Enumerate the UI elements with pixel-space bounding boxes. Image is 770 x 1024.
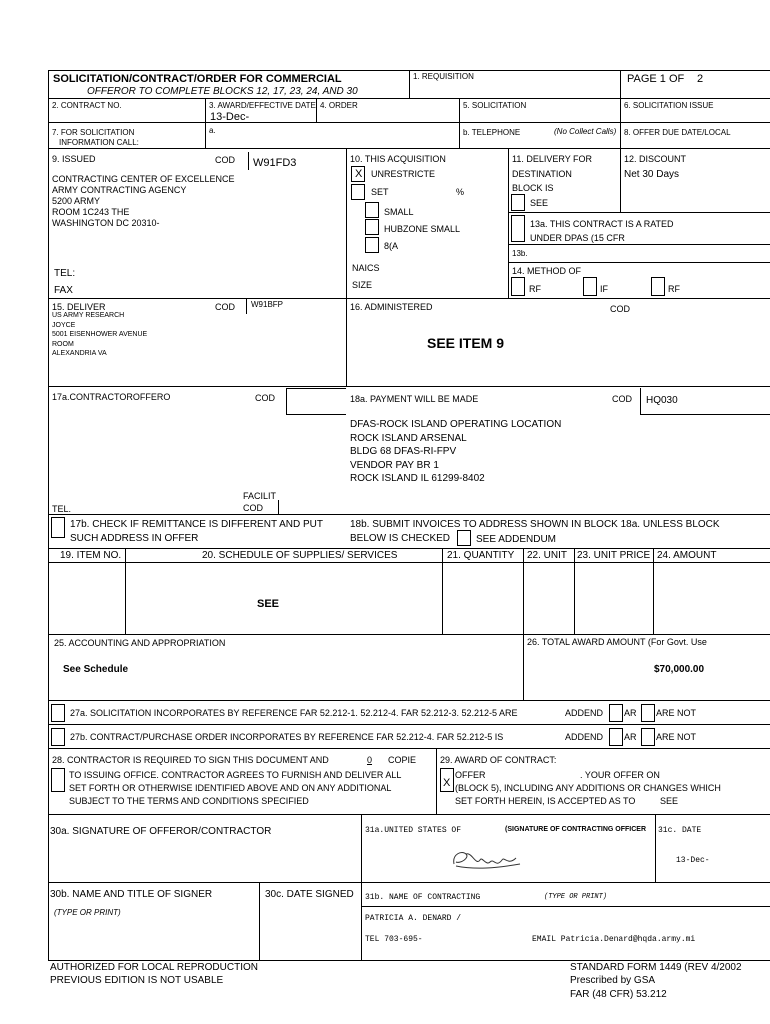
set-aside-checkbox[interactable]: [351, 184, 365, 200]
rated-order-line2: UNDER DPAS (15 CFR: [530, 233, 625, 243]
far-27a-are-checkbox[interactable]: [609, 704, 623, 722]
size-label: SIZE: [352, 280, 373, 290]
requisition-label: 1. REQUISITION: [413, 72, 474, 81]
deliver-address: US ARMY RESEARCH JOYCE 5001 EISENHOWER AVENUE ROOM ALEXANDRIA VA: [52, 312, 148, 357]
award-label: 29. AWARD OF CONTRACT:: [440, 755, 557, 765]
award-date-value: 13-Dec-: [210, 111, 250, 123]
schedule-see: SEE: [257, 598, 280, 610]
date-signed-label: 30c. DATE SIGNED: [265, 889, 354, 900]
far-27b-label: 27b. CONTRACT/PURCHASE ORDER INCORPORATES BY REFERENCE FAR 52.212-4. FAR 52.212-5 IS: [70, 732, 504, 742]
rated-order-checkbox[interactable]: [511, 215, 525, 242]
signer-type-print: (TYPE OR PRINT): [54, 908, 121, 917]
officer-type-print: (TYPE OR PRINT): [544, 893, 608, 901]
rated-order-line1: 13a. THIS CONTRACT IS A RATED: [530, 219, 674, 229]
unrestricted-check-mark: X: [355, 168, 363, 180]
issued-cod-value: W91FD3: [253, 157, 297, 169]
telephone-label: b. TELEPHONE: [463, 128, 521, 137]
issued-label: 9. ISSUED: [52, 154, 96, 164]
far-27a-label: 27a. SOLICITATION INCORPORATES BY REFERENCE FAR 52.212-1. 52.212-4. FAR 52.212-3. 52.212-5 ARE: [70, 708, 518, 718]
offer-due-label: 8. OFFER DUE DATE/LOCAL: [624, 128, 731, 137]
contractor-label: 17a.CONTRACTOROFFERO: [52, 392, 171, 402]
remittance-label-2: SUCH ADDRESS IN OFFER: [70, 533, 199, 544]
submit-invoices-label-2: BELOW IS CHECKED: [350, 533, 451, 544]
delivery-label: 11. DELIVERY FOR: [512, 154, 593, 164]
far-27b-are-not-label: ARE NOT: [656, 732, 697, 742]
award-your-offer: . YOUR OFFER ON: [580, 770, 660, 780]
form-subtitle: OFFEROR TO COMPLETE BLOCKS 12, 17, 23, 24, AND 30: [87, 86, 358, 97]
far-27b-are-label: AR: [624, 732, 637, 742]
see-item-9: SEE ITEM 9: [427, 335, 505, 351]
sign-required-checkbox[interactable]: [51, 768, 65, 792]
method-label: 14. METHOD OF: [512, 266, 582, 276]
block-is-label: BLOCK IS: [512, 183, 554, 193]
far-27b-are-checkbox[interactable]: [609, 728, 623, 746]
far-27a-addend: ADDEND: [565, 708, 604, 718]
unrestricted-label: UNRESTRICTE: [371, 169, 436, 179]
no-collect-label: (No Collect Calls): [554, 127, 617, 136]
payment-label: 18a. PAYMENT WILL BE MADE: [350, 394, 479, 404]
date-signed-31c-label: 31c. DATE: [658, 826, 702, 835]
col-amount: 24. AMOUNT: [657, 550, 717, 561]
naics-label: NAICS: [352, 263, 380, 273]
issued-tel-label: TEL:: [54, 268, 76, 279]
sign-line-2: TO ISSUING OFFICE. CONTRACTOR AGREES TO FURNISH AND DELIVER ALL: [69, 770, 402, 780]
method-rfp-checkbox[interactable]: [651, 277, 665, 296]
method-ifb-label: IF: [600, 284, 608, 294]
administered-cod-label: COD: [610, 304, 630, 314]
award-set-forth: SET FORTH HEREIN, IS ACCEPTED AS TO: [455, 796, 636, 806]
order-label: 4. ORDER: [320, 101, 358, 110]
info-call-label: 7. FOR SOLICITATION INFORMATION CALL:: [52, 128, 139, 147]
deliver-cod-label: COD: [215, 302, 235, 312]
award-offer-label: OFFER: [455, 770, 486, 780]
solicitation-label: 5. SOLICITATION: [463, 101, 527, 110]
deliver-cod-value: W91BFP: [251, 300, 284, 309]
col-schedule: 20. SCHEDULE OF SUPPLIES/ SERVICES: [202, 550, 398, 561]
sign-required-label: 28. CONTRACTOR IS REQUIRED TO SIGN THIS DOCUMENT AND: [52, 755, 329, 765]
percent-label: %: [456, 187, 465, 197]
officer-signature-image: [446, 846, 526, 874]
col-quantity: 21. QUANTITY: [447, 550, 515, 561]
col-unit: 22. UNIT: [527, 550, 568, 561]
hubzone-checkbox[interactable]: [365, 219, 379, 235]
footer-prescribed: Prescribed by GSA: [570, 975, 656, 986]
footer-authorized: AUTHORIZED FOR LOCAL REPRODUCTION: [50, 962, 258, 973]
facility-label: FACILIT: [243, 491, 277, 501]
us-of-america-label: 31a.UNITED STATES OF: [365, 826, 462, 835]
award-offer-checkbox[interactable]: [440, 768, 454, 792]
payment-address: DFAS-ROCK ISLAND OPERATING LOCATION ROCK ISLAND ARSENAL BLDG 68 DFAS-RI-FPV VENDOR PAY BR 1 ROCK ISLAND IL 61299-8402: [350, 419, 562, 484]
discount-label: 12. DISCOUNT: [624, 154, 687, 164]
see-addendum-label: SEE ADDENDUM: [476, 534, 557, 545]
total-award-label: 26. TOTAL AWARD AMOUNT (For Govt. Use: [527, 637, 707, 647]
small-label: SMALL: [384, 207, 414, 217]
accounting-value: See Schedule: [63, 664, 129, 675]
see-schedule-checkbox[interactable]: [511, 194, 525, 211]
footer-far: FAR (48 CFR) 53.212: [570, 989, 667, 1000]
method-ifb-checkbox[interactable]: [583, 277, 597, 296]
eight-a-checkbox[interactable]: [365, 237, 379, 253]
destination-label: DESTINATION: [512, 169, 572, 179]
see-label: SEE: [530, 198, 549, 208]
small-checkbox[interactable]: [365, 202, 379, 218]
far-27a-are-not-checkbox[interactable]: [641, 704, 655, 722]
method-rfq-checkbox[interactable]: [511, 277, 525, 296]
issued-fax-label: FAX: [54, 285, 73, 296]
col-item-no: 19. ITEM NO.: [60, 550, 122, 561]
total-award-value: $70,000.00: [654, 664, 705, 675]
see-addendum-checkbox[interactable]: [457, 530, 471, 546]
far-27b-checkbox[interactable]: [51, 728, 65, 746]
contractor-cod-label: COD: [255, 393, 275, 403]
far-27b-addend: ADDEND: [565, 732, 604, 742]
facility-cod-label: COD: [243, 503, 263, 513]
officer-name-label: 31b. NAME OF CONTRACTING: [365, 893, 481, 902]
sign-line-4: SUBJECT TO THE TERMS AND CONDITIONS SPECIFIED: [69, 796, 309, 806]
far-27a-checkbox[interactable]: [51, 704, 65, 722]
sign-line-3: SET FORTH OR OTHERWISE IDENTIFIED ABOVE AND ON ANY ADDITIONAL: [69, 783, 392, 793]
far-27a-are-not-label: ARE NOT: [656, 708, 697, 718]
copies-label: COPIE: [388, 755, 417, 765]
page-total: 2: [697, 73, 704, 85]
remittance-label-1: 17b. CHECK IF REMITTANCE IS DIFFERENT AND PUT: [70, 519, 323, 530]
far-27b-are-not-checkbox[interactable]: [641, 728, 655, 746]
award-block5: (BLOCK 5), INCLUDING ANY ADDITIONS OR CHANGES WHICH: [455, 783, 721, 793]
discount-value: Net 30 Days: [624, 169, 680, 180]
far-27a-are-label: AR: [624, 708, 637, 718]
award-date-label: 3. AWARD/EFFECTIVE DATE: [209, 101, 316, 110]
footer-form-number: STANDARD FORM 1449 (REV 4/2002: [570, 962, 742, 973]
remittance-checkbox[interactable]: [51, 517, 65, 538]
officer-tel: TEL 703-695-: [365, 935, 423, 944]
method-rfq-label: RF: [529, 284, 541, 294]
col-unit-price: 23. UNIT PRICE: [577, 550, 651, 561]
deliver-to-label: 15. DELIVER: [52, 302, 106, 312]
contracting-officer-sig-label: (SIGNATURE OF CONTRACTING OFFICER: [505, 826, 647, 833]
submit-invoices-label-1: 18b. SUBMIT INVOICES TO ADDRESS SHOWN IN BLOCK 18a. UNLESS BLOCK: [350, 519, 720, 530]
rating-label: 13b.: [512, 249, 528, 258]
signer-name-label: 30b. NAME AND TITLE OF SIGNER: [50, 889, 213, 900]
page-label: PAGE 1 OF: [627, 73, 685, 85]
copies-count: 0: [367, 755, 373, 765]
info-call-a-label: a.: [209, 126, 216, 135]
award-check-mark: X: [443, 777, 451, 789]
issued-cod-label: COD: [215, 155, 235, 165]
form-title: SOLICITATION/CONTRACT/ORDER FOR COMMERCIAL: [53, 73, 342, 85]
footer-previous-edition: PREVIOUS EDITION IS NOT USABLE: [50, 975, 224, 986]
offeror-signature-label: 30a. SIGNATURE OF OFFEROR/CONTRACTOR: [50, 826, 272, 837]
award-see: SEE: [660, 796, 679, 806]
officer-name-value: PATRICIA A. DENARD /: [365, 914, 462, 923]
contractor-tel-label: TEL.: [52, 504, 72, 514]
payment-cod-label: COD: [612, 394, 632, 404]
issued-address: CONTRACTING CENTER OF EXCELLENCE ARMY CONTRACTING AGENCY 5200 ARMY ROOM 1C243 THE WASHINGTON DC 20310-: [52, 174, 235, 228]
hubzone-label: HUBZONE SMALL: [384, 224, 461, 234]
contract-no-label: 2. CONTRACT NO.: [52, 101, 122, 110]
unrestricted-checkbox[interactable]: [351, 166, 365, 182]
administered-label: 16. ADMINISTERED: [350, 302, 433, 312]
acquisition-label: 10. THIS ACQUISITION: [350, 154, 446, 164]
payment-cod-value: HQ030: [646, 395, 678, 406]
accounting-label: 25. ACCOUNTING AND APPROPRIATION: [54, 638, 226, 648]
officer-email: EMAIL Patricia.Denard@hqda.army.mi: [532, 935, 696, 944]
eight-a-label: 8(A: [384, 241, 399, 251]
solicitation-issue-label: 6. SOLICITATION ISSUE: [624, 101, 714, 110]
set-aside-label: SET: [371, 187, 389, 197]
date-signed-31c-value: 13-Dec-: [676, 856, 710, 865]
method-rfp-label: RF: [668, 284, 680, 294]
